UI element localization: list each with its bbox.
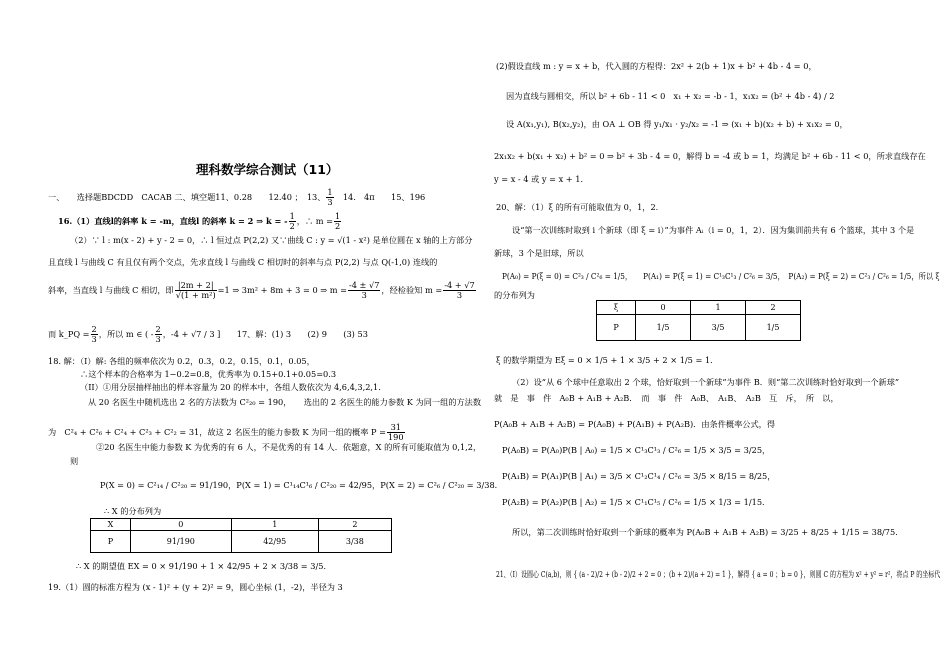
problem-18-probabilities: P(X = 0) = C²₁₄ / C²₂₀ = 91/190，P(X = 1) = C¹₁₄C¹₆ / C²₂₀ = 42/95，P(X = 2) = C²₆ / C²₂₀ = 3/38． bbox=[100, 480, 503, 490]
problem-18-line6: ②20 名医生中能力参数 K 为优秀的有 6 人，不是优秀的有 14 人．依题意，X 的所有可能取值为 0,1,2， bbox=[96, 442, 482, 452]
distribution-table-xi bbox=[596, 300, 801, 341]
table-row bbox=[91, 519, 392, 531]
answer-line-1: 一、 选择题BDCDD CACAB 二、填空题11、0.28 12.40 ； 13、 $\frac{1}{3}$ 14. 4π 15、196 bbox=[48, 187, 426, 208]
table-cell: P bbox=[597, 315, 636, 341]
page-title: 理科数学综合测试（11） bbox=[196, 162, 339, 177]
problem-20-pa0b: P(A₀B) = P(A₀)P(B | A₀) = 1/5 × C¹₃C¹₃ / C²₆ = 1/5 × 3/5 = 3/25， bbox=[502, 445, 771, 455]
problem-20-line3: 新球，3 个是旧球，所以 bbox=[494, 248, 584, 258]
table-row bbox=[597, 301, 801, 315]
table-cell: 0 bbox=[130, 519, 231, 531]
r-line-4: 2x₁x₂ + b(x₁ + x₂) + b² = 0 ⇒ b² + 3b - 4 = 0，解得 b = -4 或 b = 1，均满足 b² + 6b - 11 < 0，所求直线存在 bbox=[494, 151, 926, 161]
table-cell: 0 bbox=[636, 301, 691, 315]
table-cell: 1/5 bbox=[636, 315, 691, 341]
table-cell: 91/190 bbox=[130, 531, 231, 553]
problem-20-final: 所以，第二次训练时恰好取到一个新球的概率为 P(A₀B + A₁B + A₂B) = 3/25 + 8/25 + 1/15 = 38/75． bbox=[512, 527, 904, 537]
problem-16-17-line: 而 k_PQ = $\frac{2}{3}$ ，所以 m ∈ ( - $\frac{2}{3}$ ，-4 + √7 / 3 ] 17、解：(1) 3 (2) 9 (3) 53 bbox=[48, 324, 368, 345]
problem-20-part2-line1: （2）设“从 6 个球中任意取出 2 个球，恰好取到一个新球”为事件 B．则“第二次训练时恰好取到一个新球” bbox=[512, 377, 900, 387]
problem-20-line1: 20、解：（1）ξ 的所有可能取值为 0，1，2. bbox=[496, 202, 659, 212]
problem-19-line1: 19.（1）圆的标准方程为 (x - 1)² + (y + 2)² = 9，圆心坐标 (1，-2)，半径为 3 bbox=[48, 582, 343, 592]
problem-20-pa2b: P(A₂B) = P(A₂)P(B | A₂) = 1/5 × C¹₁C¹₅ / C²₆ = 1/5 × 1/3 = 1/15． bbox=[502, 497, 771, 507]
r-line-5: y = x - 4 或 y = x + 1． bbox=[494, 174, 589, 184]
problem-16-part1: 16.（1）直线l的斜率 k = -m，直线l 的斜率 k = 2 ⇒ k = - $\frac{1}{2}$ ，∴ m = $\frac{1}{2}$ bbox=[58, 211, 341, 232]
table-cell: ξ bbox=[597, 301, 636, 315]
r-line-3: 设 A(x₁,y₁), B(x₂,y₂)，由 OA ⊥ OB 得 y₁/x₁ · y₂/x₂ = -1 ⇒ (x₁ + b)(x₂ + b) + x₁x₂ = 0， bbox=[506, 119, 848, 129]
problem-18-line3: （II）①用分层抽样抽出的样本容量为 20 的样本中，各组人数依次为 4,6,4,3,2,1. bbox=[80, 382, 381, 392]
problem-20-line2: 设“第一次训练时取到 i 个新球（即 ξ = i）”为事件 Aᵢ（i = 0，1，2）．因为集训前共有 6 个篮球，其中 3 个是 bbox=[512, 225, 915, 235]
table-cell: 1/5 bbox=[746, 315, 801, 341]
problem-20-line4: P(A₀) = P(ξ = 0) = C²₃ / C²₆ = 1/5， P(A₁) = P(ξ = 1) = C¹₃C¹₃ / C²₆ = 3/5， P(A₂) = P(ξ = 2) = C²₃ / C²₆ = 1/5，所以 ξ bbox=[502, 271, 940, 281]
table-cell: 2 bbox=[318, 519, 391, 531]
r-line-1: (2)假设直线 m : y = x + b，代入圆的方程得：2x² + 2(b + 1)x + b² + 4b - 4 = 0， bbox=[496, 61, 817, 71]
problem-20-expectation: ξ 的数学期望为 Eξ = 0 × 1/5 + 1 × 3/5 + 2 × 1/5 = 1． bbox=[496, 355, 719, 365]
problem-18-line5: 为 C²₄ + C²₆ + C²₄ + C²₃ + C²₂ = 31，故这 2 名医生的能力参数 K 为同一组的概率 P = $\frac{31}{190}$ bbox=[48, 422, 404, 443]
table-cell: X bbox=[91, 519, 131, 531]
problem-16-part2-line3: 斜率，当直线 l 与曲线 C 相切，即 $\frac{|2m + 2|}{\text{√(1 + m²)}}$ =1 ⇒ 3m² + 8m + 3 = 0 ⇒ m = $\frac{-4 \pm √7}{3}$ ，经检验知 m = $\frac{-4 + √7}{3}$ bbox=[48, 280, 475, 301]
table-row bbox=[597, 315, 801, 341]
problem-18-line4: 从 20 名医生中随机选出 2 名的方法数为 C²₂₀ = 190， 选出的 2 名医生的能力参数 K 为同一组的方法数 bbox=[88, 397, 482, 407]
problem-18-line1: 18. 解：（I）解: 各组的频率依次为 0.2，0.3，0.2，0.15，0.1，0.05， bbox=[48, 356, 315, 366]
distribution-table-x bbox=[90, 518, 392, 553]
table-cell: 3/38 bbox=[318, 531, 391, 553]
problem-20-pa1b: P(A₁B) = P(A₁)P(B | A₁) = 3/5 × C¹₂C¹₄ / C²₆ = 3/5 × 8/15 = 8/25， bbox=[502, 471, 776, 481]
problem-18-line2: ∴这个样本的合格率为 1−0.2=0.8，优秀率为 0.15+0.1+0.05=0.3 bbox=[80, 369, 337, 379]
problem-21-line1: 21、（I）设圆心 C(a,b)，则 { (a - 2)/2 + (b - 2)/2 + 2 = 0 ；(b + 2)/(a + 2) = 1 }，解得 { a = 0 ；b = 0 }，则圆 C 的方程为 x² + y² = r²，将点 P 的坐标代 bbox=[496, 569, 941, 579]
table-cell: 42/95 bbox=[231, 531, 318, 553]
table-cell: 1 bbox=[231, 519, 318, 531]
problem-20-part2-line3: P(A₀B + A₁B + A₂B) = P(A₀B) + P(A₁B) + P(A₂B)．由条件概率公式，得 bbox=[494, 419, 776, 429]
table-cell: P bbox=[91, 531, 131, 553]
problem-16-part2-line1: （2）∵ l : m(x - 2) + y - 2 = 0，∴ l 恒过点 P(2,2) 又∵曲线 C : y = √(1 - x²) 是单位圆在 x 轴的上方部分 bbox=[70, 235, 473, 245]
table-cell: 1 bbox=[691, 301, 746, 315]
table-cell: 2 bbox=[746, 301, 801, 315]
problem-20-line5: 的分布列为 bbox=[494, 290, 535, 300]
r-line-2: 因为直线与圆相交，所以 b² + 6b - 11 < 0 x₁ + x₂ = -b - 1，x₁x₂ = (b² + 4b - 4) / 2 bbox=[506, 91, 835, 101]
table-cell: 3/5 bbox=[691, 315, 746, 341]
problem-16-part2-line2: 且直线 l 与曲线 C 有且仅有两个交点，先求直线 l 与曲线 C 相切时的斜率与点 P(2,2) 与点 Q(-1,0) 连线的 bbox=[48, 257, 438, 267]
problem-18-expectation: ∴ X 的期望值 EX = 0 × 91/190 + 1 × 42/95 + 2 × 3/38 = 3/5． bbox=[76, 561, 332, 571]
problem-20-part2-line2: 就 是 事 件 A₀B + A₁B + A₂B． 而 事 件 A₀B、 A₁B、 A₂B 互 斥， 所 以， bbox=[494, 393, 839, 403]
problem-18-line7: 则 bbox=[70, 456, 79, 466]
table-row bbox=[91, 531, 392, 553]
problem-18-dist-caption: ∴ X 的分布列为 bbox=[104, 506, 162, 516]
